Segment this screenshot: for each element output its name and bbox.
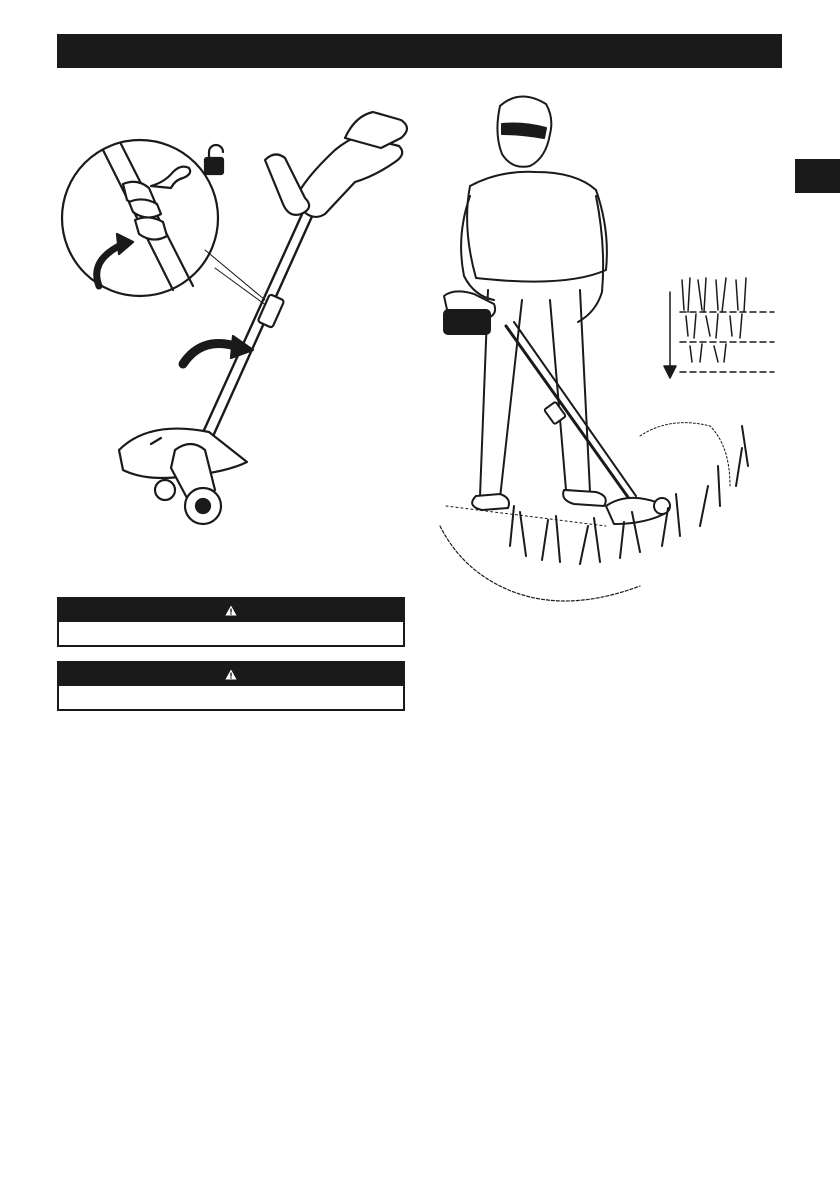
warning-header [59,599,403,622]
section-header-bar [57,34,782,68]
warning-triangle-icon [225,669,237,680]
warning-text [59,686,403,709]
warning-box-1 [57,597,405,647]
rotate-arrow-icon [183,336,253,364]
warning-header [59,663,403,686]
warning-text [59,622,403,645]
unlock-icon [205,145,223,174]
cutting-height-guide [664,278,774,378]
person-trimming-figure [430,86,780,626]
trimmer-adjustment-figure [55,100,415,530]
warning-triangle-icon [225,605,237,616]
warning-box-2 [57,661,405,711]
language-side-tab [795,159,840,193]
